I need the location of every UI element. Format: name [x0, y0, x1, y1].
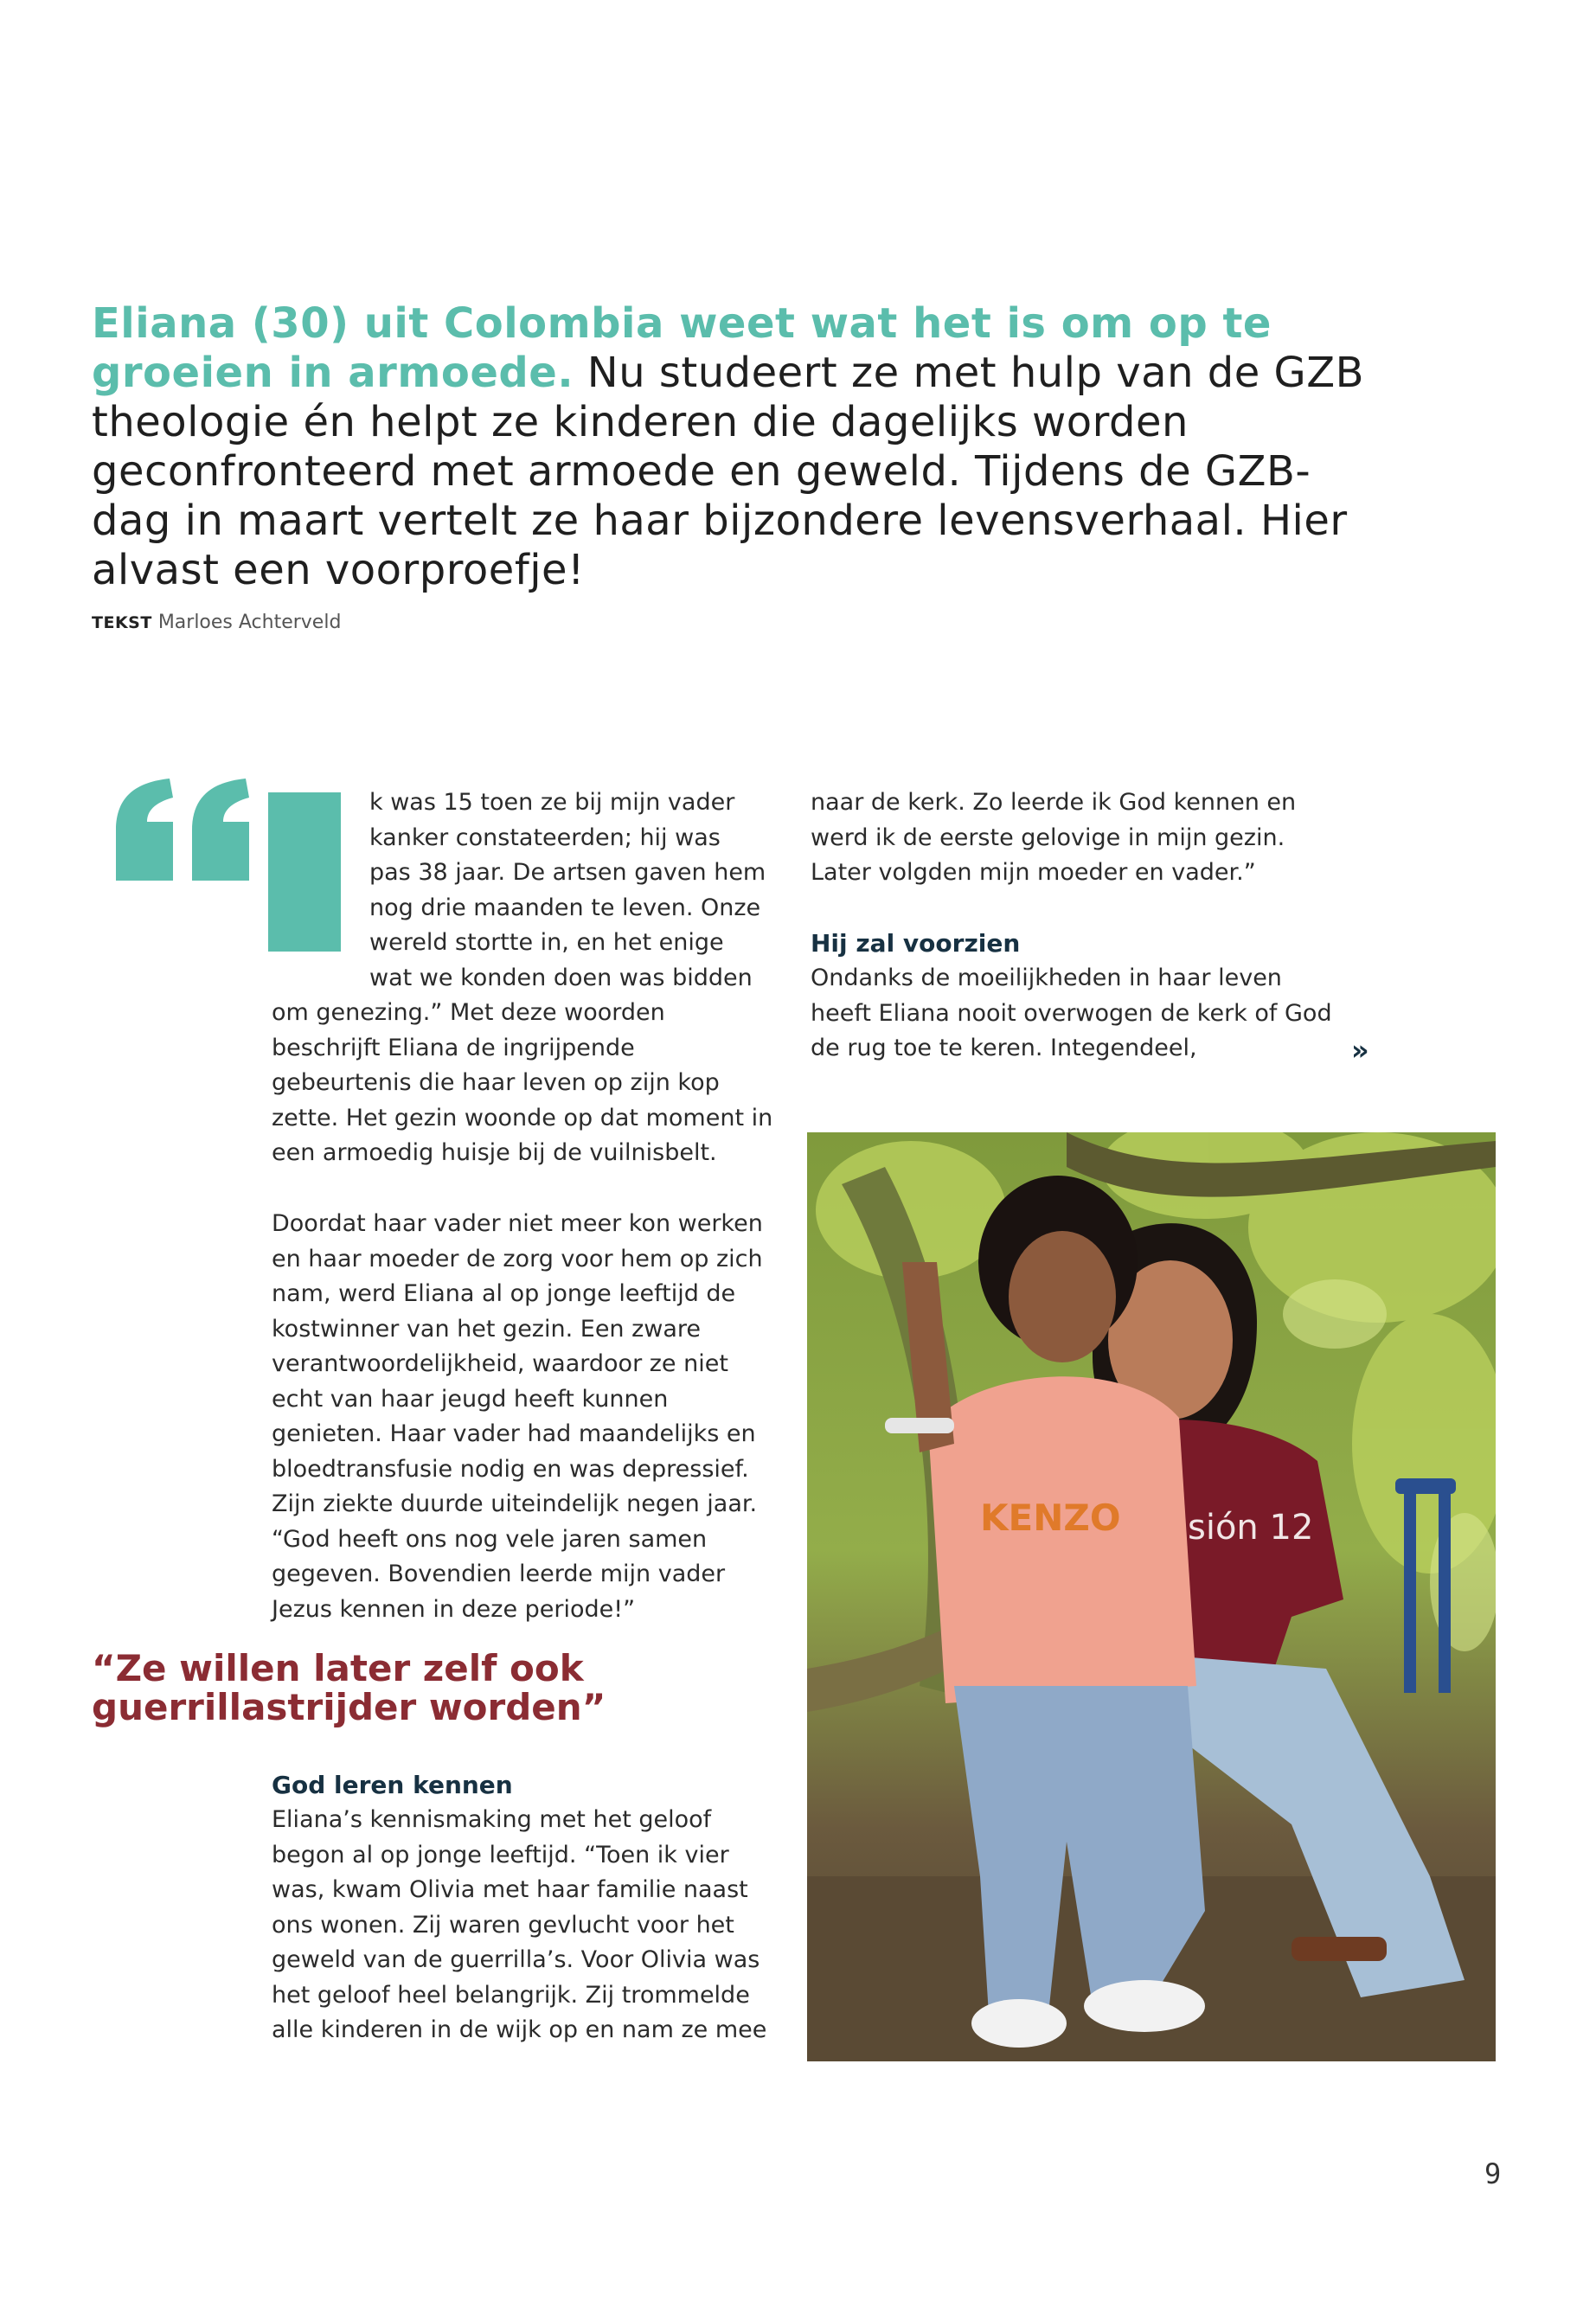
- photo-eliana-and-child: [807, 1132, 1496, 2061]
- opening-line: nog drie maanden te leven. Onze: [369, 894, 761, 921]
- pull-quote: “Ze willen later zelf ook guerrillastrijder worden”: [92, 1647, 606, 1728]
- section-hij-zal-voorzien: [811, 926, 1347, 1067]
- opening-line: pas 38 jaar. De artsen gaven hem: [369, 859, 766, 886]
- continue-arrow-icon: »: [1351, 1034, 1369, 1067]
- byline-author: Marloes Achterveld: [157, 612, 342, 633]
- child-shirt-text: KENZO: [980, 1497, 1121, 1539]
- section-text: Ondanks de moeilijkheden in haar leven heeft Eliana nooit overwogen de kerk of God de rug toe te keren. Integendeel,: [811, 965, 1332, 1061]
- intro-paragraph: [92, 299, 1389, 595]
- section-heading: God leren kennen: [272, 1771, 513, 1799]
- opening-line: kanker constateerden; hij was: [369, 824, 721, 851]
- section-text: Eliana’s kennismaking met het geloof begon al op jonge leeftijd. “Toen ik vier was, kwam Olivia met haar familie naast ons wonen. Zij waren gevlucht voor het geweld van de guerrilla’s. Voor Olivia was het geloof heel belangrijk. Zij trommelde alle kinderen in de wijk op en nam ze mee: [272, 1806, 767, 2043]
- section-heading: Hij zal voorzien: [811, 929, 1021, 958]
- opening-line: wereld stortte in, en het enige: [369, 929, 724, 956]
- byline: [92, 612, 341, 633]
- byline-label: TEKST: [92, 613, 152, 632]
- intro-rest: Nu studeert ze met hulp van de GZB theologie én helpt ze kinderen die dagelijks worden geconfronteerd met armoede en geweld. Tijdens de GZB-dag in maart vertelt ze haar bijzondere levensverhaal. Hier alvast een voorproefje!: [92, 349, 1365, 594]
- paragraph-text: Doordat haar vader niet meer kon werken en haar moeder de zorg voor hem op zich nam, werd Eliana al op jonge leeftijd de kostwinner van het gezin. Een zware verantwoordelijkheid, waardoor ze niet echt van haar jeugd heeft kunnen genieten. Haar vader had maandelijks en bloedtransfusie nodig en was depressief. Zijn ziekte duurde uiteindelijk negen jaar. “God heeft ons nog vele jaren samen gegeven. Bovendien leerde mijn vader Jezus kennen in deze periode!”: [272, 1210, 763, 1623]
- section-god-leren-kennen: [272, 1768, 773, 2048]
- opening-line: wat we konden doen was bidden: [369, 964, 753, 991]
- opening-rest: om genezing.” Met deze woorden beschrijft Eliana de ingrijpende gebeurtenis die haar leven op zijn kop zette. Het gezin woonde op dat moment in een armoedig huisje bij de vuilnisbelt.: [272, 999, 773, 1166]
- continuation-text: naar de kerk. Zo leerde ik God kennen en werd ik de eerste gelovige in mijn gezin. Later volgden mijn moeder en vader.”: [811, 789, 1297, 886]
- woman-shirt-text: sión 12: [1188, 1508, 1314, 1548]
- quote-mark-icon: [116, 779, 251, 882]
- intro-highlight: Eliana (30) uit Colombia weet wat het is om op te groeien in armoede.: [92, 299, 1272, 397]
- column2-continuation: [811, 785, 1347, 891]
- page-number: 9: [1484, 2157, 1502, 2190]
- opening-indented-lines: [272, 785, 773, 996]
- opening-line: k was 15 toen ze bij mijn vader: [369, 789, 735, 816]
- article-paragraph-2: [272, 1207, 773, 1627]
- article-opening: [272, 785, 773, 1171]
